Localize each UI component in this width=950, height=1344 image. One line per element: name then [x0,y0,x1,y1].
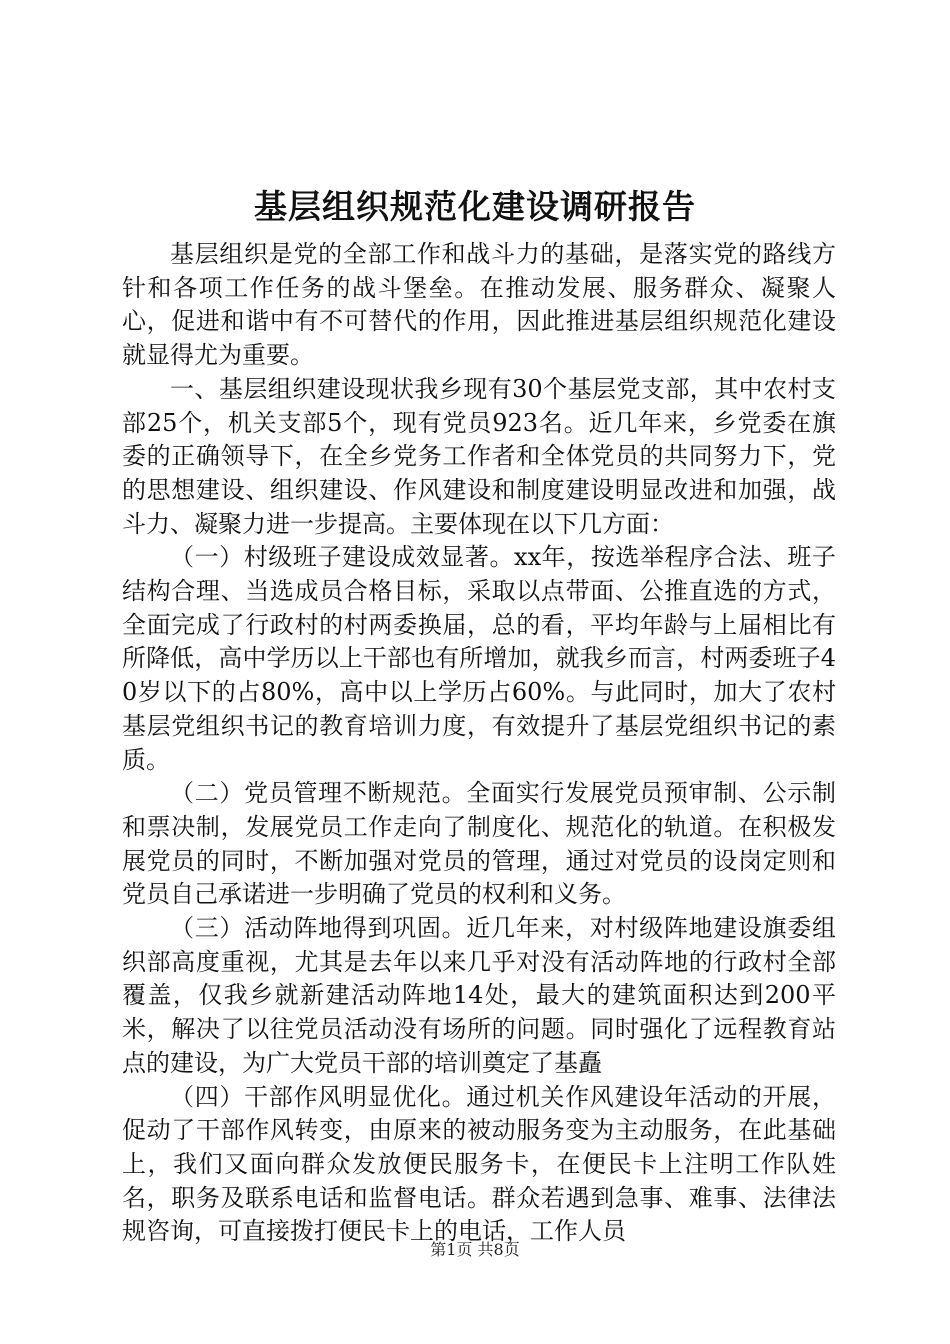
paragraph-intro: 基层组织是党的全部工作和战斗力的基础，是落实党的路线方针和各项工作任务的战斗堡垒。在推动发展、服务群众、凝聚人心，促进和谐中有不可替代的作用，因此推进基层组织规范化建设就显得尤为重要。 [122,240,836,370]
document-title: 基层组织规范化建设调研报告 [254,187,696,226]
document-body [122,238,836,1249]
paragraph-item-4: （四）干部作风明显优化。通过机关作风建设年活动的开展，促动了干部作风转变，由原来的被动服务变为主动服务，在此基础上，我们又面向群众发放便民服务卡，在便民卡上注明工作队姓名，职务及联系电话和监督电话。群众若遇到急事、难事、法律法规咨询，可直接拨打便民卡上的电话，工作人员 [122,1082,836,1246]
paragraph-item-1: （一）村级班子建设成效显著。xx年，按选举程序合法、班子结构合理、当选成员合格目标，采取以点带面、公推直选的方式，全面完成了行政村的村两委换届，总的看，平均年龄与上届相比有所降低，高中学历以上干部也有所增加，就我乡而言，村两委班子40岁以下的占80%，高中以上学历占60%。与此同时，加大了农村基层党组织书记的教育培训力度，有效提升了基层党组织书记的素质。 [122,543,836,774]
paragraph-section-1: 一、基层组织建设现状我乡现有30个基层党支部，其中农村支部25个，机关支部5个，现有党员923名。近几年来，乡党委在旗委的正确领导下，在全乡党务工作者和全体党员的共同努力下，党的思想建设、组织建设、作风建设和制度建设明显改进和加强，战斗力、凝聚力进一步提高。主要体现在以下几方面： [122,374,836,538]
page-number-footer: 第1页 共8页 [430,1240,520,1259]
paragraph-item-2: （二）党员管理不断规范。全面实行发展党员预审制、公示制和票决制，发展党员工作走向了制度化、规范化的轨道。在积极发展党员的同时，不断加强对党员的管理，通过对党员的设岗定则和党员自己承诺进一步明确了党员的权利和义务。 [122,779,836,909]
paragraph-item-3: （三）活动阵地得到巩固。近几年来，对村级阵地建设旗委组织部高度重视，尤其是去年以来几乎对没有活动阵地的行政村全部覆盖，仅我乡就新建活动阵地14处，最大的建筑面积达到200平米，解决了以往党员活动没有场所的问题。同时强化了远程教育站点的建设，为广大党员干部的培训奠定了基矗 [122,914,836,1077]
